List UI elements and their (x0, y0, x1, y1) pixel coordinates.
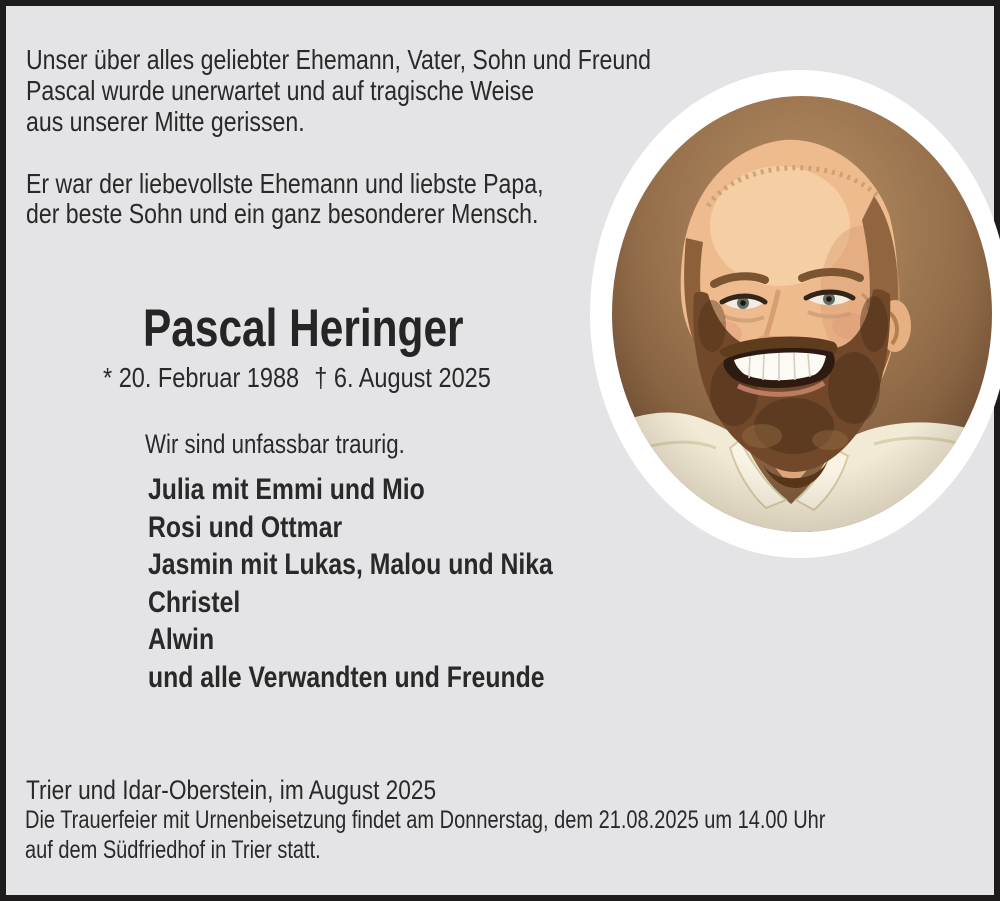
funeral-info-line-1: Die Trauerfeier mit Urnenbeisetzung findet am Donnerstag, dem 21.08.2025 um 14.00 Uhr (25, 806, 826, 834)
portrait-vignette (612, 96, 992, 532)
life-dates (103, 362, 565, 394)
place-date-line: Trier und Idar-Oberstein, im August 2025 (26, 775, 437, 805)
portrait-photo (612, 96, 992, 532)
mourner-line-2: Rosi und Ottmar (148, 510, 343, 544)
funeral-info-line-2: auf dem Südfriedhof in Trier statt. (25, 835, 321, 864)
funeral-info (25, 806, 1000, 865)
tribute-paragraph (26, 169, 642, 229)
mourner-line-3: Jasmin mit Lukas, Malou und Nika (148, 548, 553, 581)
mourner-line-6: und alle Verwandten und Freunde (148, 660, 545, 694)
birth-date-label: * 20. Februar 1988 (103, 362, 300, 393)
intro-line-3: aus unserer Mitte gerissen. (26, 106, 305, 137)
deceased-name: Pascal Heringer (143, 299, 464, 358)
mourners-list (148, 471, 630, 696)
tribute-line-1: Er war der liebevollste Ehemann und liebste Papa, (26, 168, 544, 199)
portrait-illustration (612, 96, 992, 532)
mourner-line-5: Alwin (148, 623, 215, 656)
death-date-label: † 6. August 2025 (314, 362, 491, 393)
intro-line-1: Unser über alles geliebter Ehemann, Vater, Sohn und Freund (26, 44, 651, 75)
tribute-line-2: der beste Sohn und ein ganz besonderer Mensch. (26, 198, 539, 229)
intro-paragraph (26, 44, 770, 137)
mourner-line-4: Christel (148, 585, 241, 619)
intro-line-2: Pascal wurde unerwartet und auf tragische Weise (26, 75, 535, 106)
mourning-line: Wir sind unfassbar traurig. (145, 429, 405, 459)
mourner-line-1: Julia mit Emmi und Mio (148, 473, 425, 506)
